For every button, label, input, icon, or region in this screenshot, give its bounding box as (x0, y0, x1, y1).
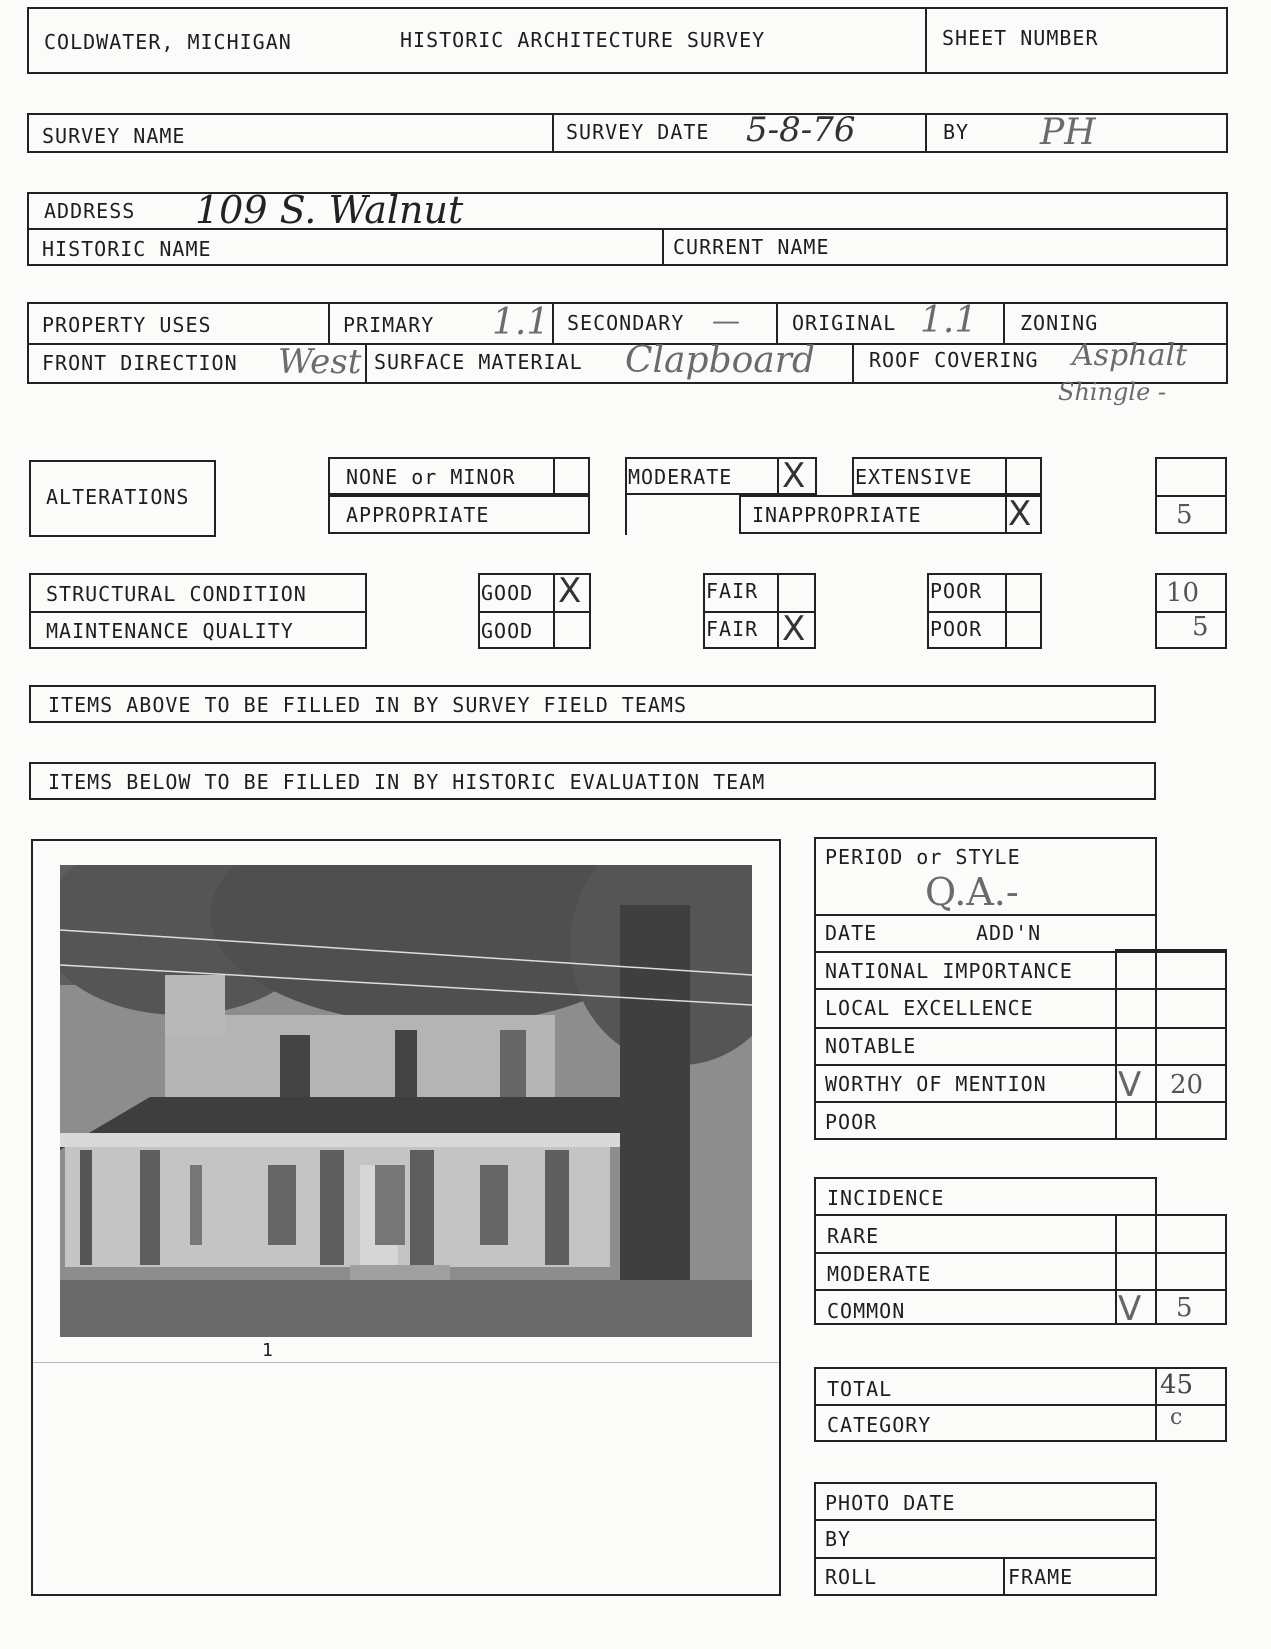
national-importance-label: NATIONAL IMPORTANCE (825, 959, 1073, 983)
total-label: TOTAL (827, 1377, 893, 1401)
good-divider-v (553, 573, 555, 649)
inappropriate-check-mark: X (1008, 494, 1032, 534)
incidence-label: INCIDENCE (827, 1186, 945, 1210)
appropriate-label: APPROPRIATE (346, 503, 490, 527)
survey-divider-2 (925, 113, 927, 153)
date-label: DATE (825, 921, 878, 945)
historic-name-label: HISTORIC NAME (42, 237, 212, 261)
total-value: 45 (1160, 1370, 1194, 1400)
worthy-of-mention-label: WORTHY OF MENTION (825, 1072, 1047, 1096)
structural-poor-label: POOR (930, 579, 983, 603)
evaluation-divider-6 (814, 1101, 1227, 1103)
front-direction-value: West (278, 342, 362, 382)
structural-condition-label: STRUCTURAL CONDITION (46, 582, 307, 606)
survey-by-value: PH (1040, 112, 1096, 153)
photo-date-label: PHOTO DATE (825, 1491, 956, 1515)
current-name-label: CURRENT NAME (673, 235, 830, 259)
photo-info-divider-1 (814, 1519, 1157, 1521)
roof-covering-value: Asphalt (1072, 338, 1188, 373)
secondary-value: — (712, 304, 740, 337)
photo-by-label: BY (825, 1527, 852, 1551)
moderate-check-mark: X (782, 456, 806, 496)
moderate-checkbox-divider (777, 457, 779, 495)
incidence-moderate-label: MODERATE (827, 1262, 932, 1286)
property-divider-1 (328, 302, 330, 343)
property-divider-4 (1003, 302, 1005, 343)
poor-divider-v (1005, 573, 1007, 649)
incidence-divider-3 (814, 1289, 1227, 1291)
none-minor-label: NONE or MINOR (346, 465, 516, 489)
worthy-check-mark: V (1118, 1065, 1142, 1105)
structural-good-check-mark: X (558, 571, 582, 611)
maintenance-score: 5 (1192, 612, 1209, 642)
property-divider-5 (365, 343, 367, 384)
maintenance-fair-check-mark: X (782, 609, 806, 649)
survey-title: HISTORIC ARCHITECTURE SURVEY (400, 28, 766, 52)
condition-title-divider (29, 611, 367, 613)
totals-divider-v (1155, 1367, 1157, 1442)
address-value: 109 S. Walnut (195, 188, 464, 232)
photo-frame-divider (33, 1362, 779, 1363)
note-below: ITEMS BELOW TO BE FILLED IN BY HISTORIC EVALUATION TEAM (48, 770, 766, 794)
zoning-label: ZONING (1020, 311, 1099, 335)
original-label: ORIGINAL (792, 311, 897, 335)
structural-good-label: GOOD (481, 581, 534, 605)
none-minor-checkbox-divider (553, 457, 555, 495)
surface-material-label: SURFACE MATERIAL (374, 350, 583, 374)
survey-date-value: 5-8-76 (746, 110, 856, 150)
maintenance-fair-label: FAIR (706, 617, 759, 641)
property-uses-label: PROPERTY USES (42, 313, 212, 337)
incidence-divider-2 (814, 1252, 1227, 1254)
good-divider-h (478, 611, 591, 613)
survey-divider-1 (552, 113, 554, 153)
address-label: ADDRESS (44, 199, 136, 223)
surface-material-value: Clapboard (625, 340, 816, 381)
evaluation-divider-3 (814, 988, 1227, 990)
original-value: 1.1 (920, 300, 978, 341)
rare-label: RARE (827, 1224, 880, 1248)
roof-covering-label: ROOF COVERING (869, 348, 1039, 372)
alterations-label: ALTERATIONS (46, 485, 190, 509)
secondary-label: SECONDARY (567, 311, 685, 335)
category-value: c (1170, 1405, 1183, 1430)
condition-score-divider (1155, 611, 1227, 613)
fair-divider-v (777, 573, 779, 649)
inappropriate-label: INAPPROPRIATE (752, 503, 922, 527)
inappropriate-checkbox-divider (1005, 495, 1007, 534)
notable-label: NOTABLE (825, 1034, 917, 1058)
extensive-label: EXTENSIVE (855, 465, 973, 489)
moderate-label: MODERATE (628, 465, 733, 489)
house-photo (60, 865, 752, 1337)
incidence-divider-1 (814, 1214, 1227, 1216)
period-style-value: Q.A.- (925, 870, 1019, 914)
primary-value: 1.1 (492, 302, 550, 343)
evaluation-score-column (1115, 949, 1227, 1140)
common-score: 5 (1176, 1293, 1193, 1323)
photo-info-divider-2 (814, 1557, 1157, 1559)
sheet-number-label: SHEET NUMBER (942, 26, 1099, 50)
survey-by-label: BY (943, 120, 970, 144)
photo-caption-mark: 1 (262, 1340, 274, 1361)
evaluation-poor-label: POOR (825, 1110, 878, 1134)
poor-divider-h (927, 611, 1042, 613)
totals-divider-h (814, 1404, 1227, 1406)
front-direction-label: FRONT DIRECTION (42, 351, 238, 375)
evaluation-divider-4 (814, 1027, 1227, 1029)
note-above: ITEMS ABOVE TO BE FILLED IN BY SURVEY FIELD TEAMS (48, 693, 688, 717)
survey-date-label: SURVEY DATE (566, 120, 710, 144)
common-check-mark: V (1118, 1289, 1142, 1329)
evaluation-divider-5 (814, 1064, 1227, 1066)
maintenance-quality-label: MAINTENANCE QUALITY (46, 619, 294, 643)
property-divider-6 (852, 343, 854, 384)
period-style-label: PERIOD or STYLE (825, 845, 1021, 869)
worthy-score: 20 (1170, 1070, 1204, 1100)
primary-label: PRIMARY (343, 313, 435, 337)
frame-label: FRAME (1008, 1565, 1074, 1589)
structural-score: 10 (1166, 578, 1200, 608)
roll-label: ROLL (825, 1565, 878, 1589)
maintenance-poor-label: POOR (930, 617, 983, 641)
local-excellence-label: LOCAL EXCELLENCE (825, 996, 1034, 1020)
evaluation-divider-2 (814, 951, 1227, 953)
category-label: CATEGORY (827, 1413, 932, 1437)
common-label: COMMON (827, 1299, 906, 1323)
property-divider-2 (552, 302, 554, 343)
addn-label: ADD'N (976, 921, 1042, 945)
photo-info-divider-v (1003, 1557, 1005, 1596)
city-label: COLDWATER, MICHIGAN (44, 30, 292, 54)
structural-fair-label: FAIR (706, 579, 759, 603)
header-divider (925, 7, 927, 74)
alterations-score-divider (1155, 495, 1227, 497)
house-photo-illustration (60, 865, 752, 1337)
survey-name-label: SURVEY NAME (42, 124, 186, 148)
property-divider-3 (776, 302, 778, 343)
alterations-score: 5 (1176, 500, 1193, 530)
roof-covering-value-2: Shingle - (1058, 378, 1167, 406)
address-divider-v (662, 228, 664, 266)
evaluation-divider-1 (814, 914, 1157, 916)
extensive-checkbox-divider (1005, 457, 1007, 495)
maintenance-good-label: GOOD (481, 619, 534, 643)
